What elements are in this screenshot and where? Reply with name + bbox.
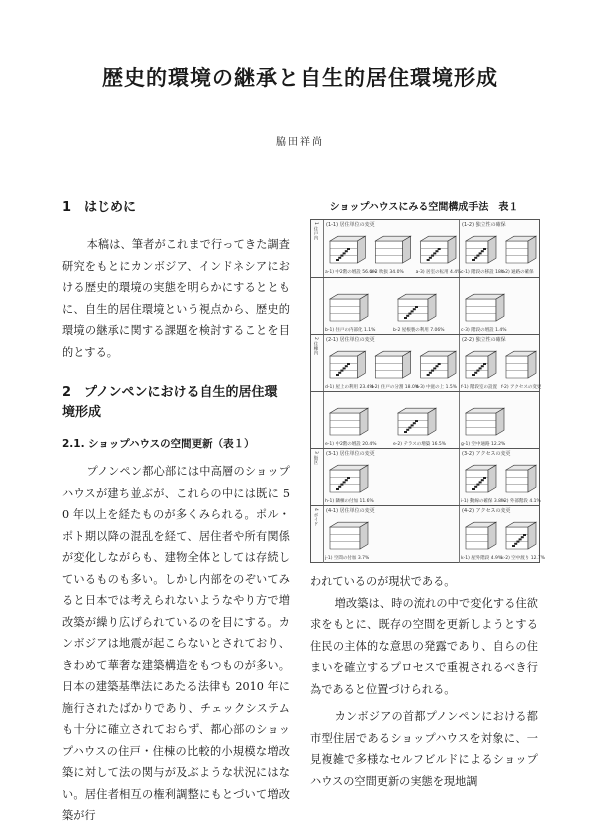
figure-cell (323, 335, 460, 392)
subsection-2-1-heading (62, 435, 290, 453)
figure-cell (323, 506, 460, 563)
isometric-sketch (460, 225, 540, 270)
figure-item-label: i-1) 動線の確保 3.8% (461, 499, 506, 504)
right-paragraph-1: われているのが現状である。 (310, 575, 456, 588)
isometric-sketch (324, 511, 460, 556)
figure-item-label: e-1) 中2階の増設 20.4% (325, 442, 377, 447)
figure-item-label: k-1) 屋外階段 4.9% (461, 556, 503, 561)
figure-cell-label: (3-2) アクセスの変更 (462, 451, 511, 457)
figure-item-label: a-3) 居室の転用 4.4% (415, 270, 462, 275)
figure-row (311, 277, 539, 335)
figure-cell-label: (3-1) 居住単位の変更 (326, 451, 375, 457)
figure-cell (323, 392, 460, 449)
figure-item-label: f-2) アクセスの変更 (501, 385, 542, 390)
figure-cell-label: (2-2) 独立性の確保 (462, 337, 506, 343)
isometric-sketch (460, 397, 540, 442)
section-1-paragraph: 本稿は、筆者がこれまで行ってきた調査研究をもとにカンボジア、インドネシアにおける歴史的環境の実態を明らかにするとともに、自生的居住環境という視点から、歴史的環境の継承に関する課題を検討することを目的とする。 (62, 238, 290, 359)
figure-cell (323, 220, 460, 277)
figure-item-label: c-2) 通路の確保 (501, 270, 534, 275)
figure-cell (459, 392, 540, 449)
section-2-title: プノンペンにおける自生的居住環境形成 (62, 385, 278, 420)
figure-table-1 (310, 219, 546, 563)
section-1-title: はじめに (84, 200, 137, 215)
figure-cell-label: (2-1) 居住単位の変更 (326, 337, 375, 343)
figure-cell-label: (4-1) 居住単位の変更 (326, 508, 375, 514)
figure-cell-label: (4-2) アクセスの変更 (462, 508, 511, 514)
figure-cell (459, 220, 540, 277)
figure-row-side-label: 1 住戸内 (313, 222, 318, 240)
figure-row (311, 220, 539, 277)
figure-cell (323, 449, 460, 506)
figure-row (311, 448, 539, 506)
figure-row-side-label: 3 街区 (313, 451, 318, 465)
subsection-2-1-number: 2.1. (62, 438, 85, 450)
figure-item-label: i-2) 外部階段 4.1% (501, 499, 541, 504)
section-2-heading (62, 383, 290, 423)
figure-item-label: j-1) 空間の付加 3.7% (325, 556, 370, 561)
isometric-sketch (324, 225, 460, 270)
figure-cell (459, 335, 540, 392)
figure-item-label: f-1) 階段室の設置 (461, 385, 498, 390)
figure-cell (323, 278, 460, 335)
isometric-sketch (324, 283, 460, 328)
figure-item-label: d-1) 屋上の利用 23.4% (325, 385, 374, 390)
figure-item-label: c-1) 階段の移設 18% (461, 270, 506, 275)
figure-cell-label: (1-2) 独立性の確保 (462, 222, 506, 228)
isometric-sketch (460, 454, 540, 499)
figure-item-label: g-1) 空中通路 12.2% (461, 442, 506, 447)
section-2-paragraph: プノンペン都心部には中高層のショップハウスが建ち並ぶが、これらの中には既に 50 年以上を経たものが多くみられる。ポル・ポト期以降の混乱を経て、居住者や所有関係が変化しながらも、建物全体としては存続しているものも多い。しかし内部をのぞいてみると日本では考えられないようなやり方で増改築が繰り広げられているのを目にする。カンボジアは地震が起こらないとされており、きわめて華奢な建築構造をもつものが多い。日本の建築基準法にあたる法律も 2010 年に施行されたばかりであり、チェックシステムも十分に確立されておらず、都心部のショップハウスの住戸・住棟の比較的小規模な増改築に対して法の関与が及ぶような状況にはない。居住者相互の権利調整にもとづいて増改築が行 (62, 465, 290, 822)
section-2-number: 2 (62, 385, 72, 400)
left-column (62, 198, 290, 827)
figure-row (311, 391, 539, 449)
figure-item-label: a-2 吹抜 34.0% (370, 270, 404, 275)
paper-title: 歴史的環境の継承と自生的居住環境形成 (102, 65, 498, 90)
right-paragraph-3: カンボジアの首都プノンペンにおける都市型住居であるショップハウスを対象に、一見複雑で多様なセルフビルドによるショップハウスの空間更新の実態を現地調 (310, 710, 538, 788)
figure-item-label: e-2) テラスの増築 16.5% (393, 442, 447, 447)
figure-row-side-label: 4 ボイド (313, 508, 318, 526)
right-paragraph-2: 増改築は、時の流れの中で変化する住欲求をもとに、既存の空間を更新しようとする住民の主体的な意思の発露であり、自らの住まいを確立するプロセスで重視されるべき行為であると位置づけられる。 (310, 596, 538, 696)
figure-item-label: k-2) 空中渡り 12.7% (501, 556, 546, 561)
figure-row-side-label: 2 住棟内 (313, 337, 318, 355)
figure-item-label: b-2 屋根裏の利用 7.06% (393, 328, 445, 333)
subsection-2-1-title: ショップハウスの空間更新（表１） (88, 438, 255, 450)
figure-item-label: c-3) 階段の増設 1.4% (461, 328, 507, 333)
section-1-heading (62, 198, 290, 218)
section-1-number: 1 (62, 200, 72, 215)
figure-cell (459, 278, 540, 335)
right-column (310, 198, 546, 792)
figure-row (311, 505, 546, 563)
figure-item-label: a-1) 中2階の増設 56.6% (325, 270, 377, 275)
figure-item-label: h-1) 隣棟の付加 11.6% (325, 499, 374, 504)
author-name: 脇田祥尚 (276, 137, 324, 148)
isometric-sketch (460, 283, 540, 328)
isometric-sketch (460, 511, 540, 556)
figure-cell (459, 506, 546, 563)
figure-caption: ショップハウスにみる空間構成手法 表１ (329, 202, 519, 213)
isometric-sketch (324, 340, 460, 385)
figure-cell-label: (1-1) 居住単位の変更 (326, 222, 375, 228)
figure-item-label: d-3) 中庭の上 1.5% (415, 385, 458, 390)
isometric-sketch (324, 454, 460, 499)
isometric-sketch (460, 340, 540, 385)
isometric-sketch (324, 397, 460, 442)
figure-cell (459, 449, 540, 506)
figure-item-label: d-2) 住戸の分割 18.0% (370, 385, 420, 390)
figure-item-label: b-1) 住戸の内部化 1.1% (325, 328, 376, 333)
figure-row (311, 334, 542, 392)
